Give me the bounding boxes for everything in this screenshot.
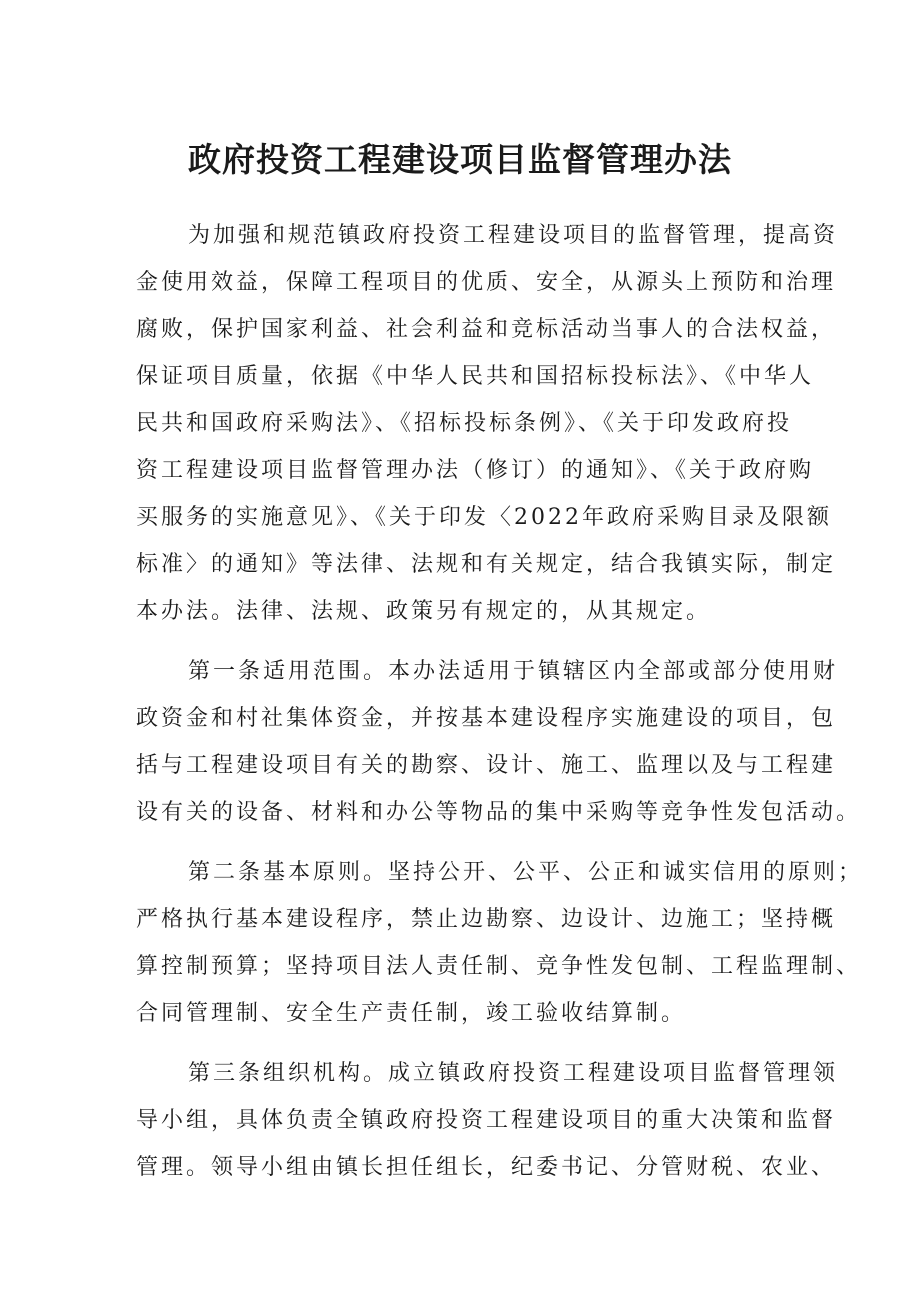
text-line: 标准〉的通知》等法律、法规和有关规定，结合我镇实际，制定 [136,552,837,577]
text-line: 设有关的设备、材料和办公等物品的集中采购等竞争性发包活动。 [136,800,862,825]
text-line: 第二条基本原则。坚持公开、公平、公正和诚实信用的原则； [188,860,864,885]
paragraph-article-1 [136,648,862,836]
text-line: 本办法。法律、法规、政策另有规定的，从其规定。 [136,599,712,624]
paragraph-article-2 [136,849,864,1037]
text-line: 算控制预算；坚持项目法人责任制、竞争性发包制、工程监理制、 [136,954,862,979]
text-line: 政资金和村社集体资金，并按基本建设程序实施建设的项目，包 [136,706,837,731]
text-line: 腐败，保护国家利益、社会利益和竞标活动当事人的合法权益， [136,317,837,342]
text-line: 为加强和规范镇政府投资工程建设项目的监督管理，提高资 [188,223,839,248]
text-line: 导小组，具体负责全镇政府投资工程建设项目的重大决策和监督 [136,1108,837,1133]
text-line: 管理。领导小组由镇长担任组长，纪委书记、分管财税、农业、 [136,1155,837,1180]
text-line: 括与工程建设项目有关的勘察、设计、施工、监理以及与工程建 [136,753,837,778]
paragraph-preamble [136,212,839,635]
text-line: 金使用效益，保障工程项目的优质、安全，从源头上预防和治理 [136,270,837,295]
text-line: 严格执行基本建设程序，禁止边勘察、边设计、边施工；坚持概 [136,907,837,932]
document-title: 政府投资工程建设项目监督管理办法 [188,140,732,179]
document-body [136,212,864,1204]
text-line: 第一条适用范围。本办法适用于镇辖区内全部或部分使用财 [188,659,839,684]
text-line: 合同管理制、安全生产责任制，竣工验收结算制。 [136,1001,687,1026]
text-line: 第三条组织机构。成立镇政府投资工程建设项目监督管理领 [188,1061,839,1086]
text-line: 资工程建设项目监督管理办法（修订）的通知》、《关于政府购 [136,458,815,483]
text-line: 保证项目质量，依据《中华人民共和国招标投标法》、《中华人 [136,364,815,389]
text-line: 民共和国政府采购法》、《招标投标条例》、《关于印发政府投 [136,411,793,436]
paragraph-article-3 [136,1050,839,1191]
text-line: 买服务的实施意见》、《关于印发〈2022年政府采购目录及限额 [136,505,832,530]
